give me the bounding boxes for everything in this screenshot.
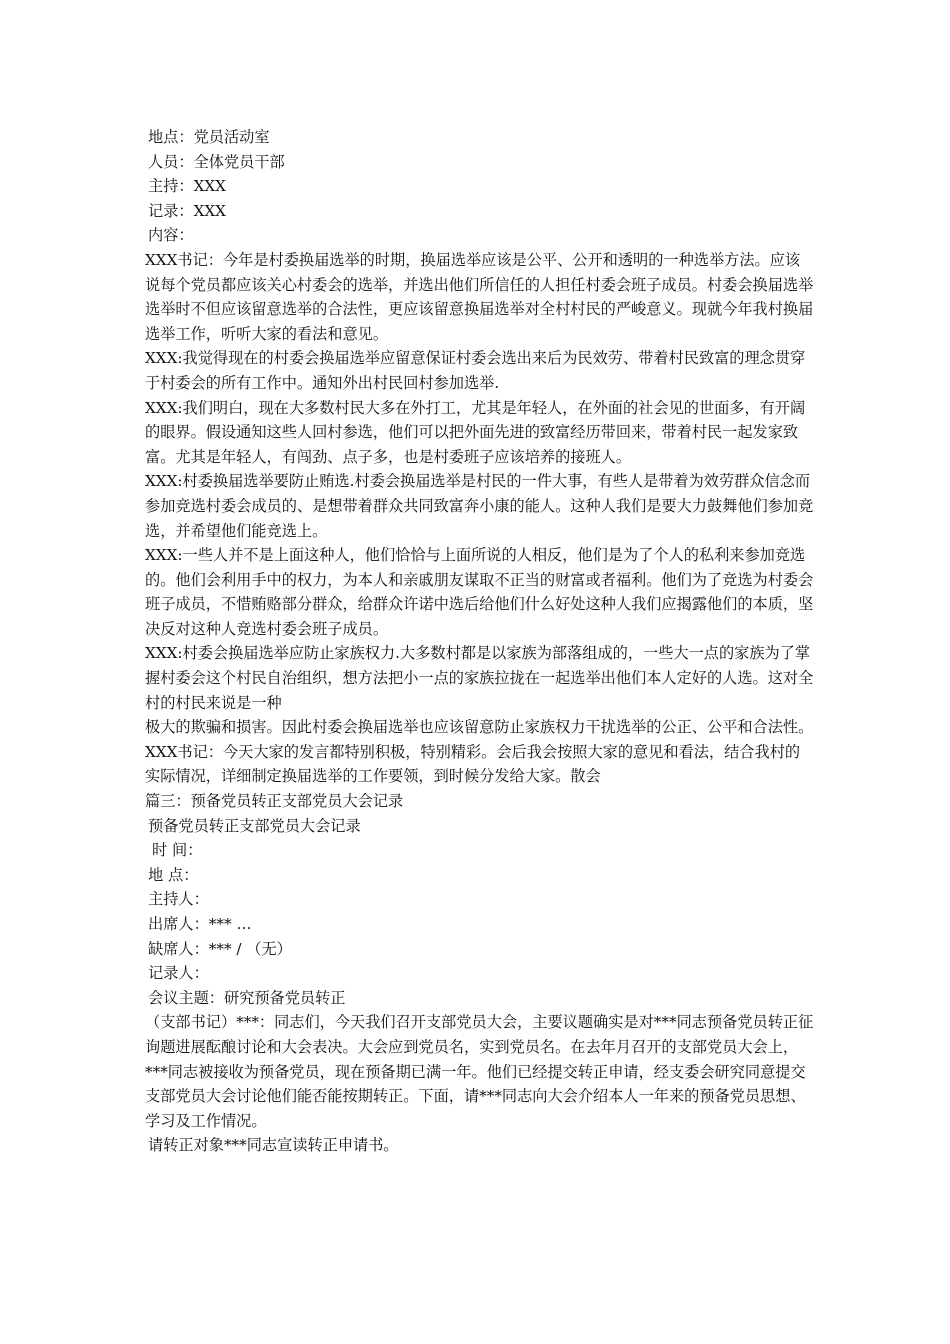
- paragraph-branch-secretary: （支部书记）***：同志们，今天我们召开支部党员大会，主要议题确实是对***同志预备党员转正征询题进展酝酿讨论和大会表决。大会应到党员名，实到党员名。在去年月召开的支部党员大会上，***同志被接收为预备党员，现在预备期已满一年。他们已经提交转正申请，经支委会研究同意提交支部党员大会讨论他们能否能按期转正。下面，请***同志向大会介绍本人一年来的预备党员思想、学习及工作情况。: [145, 1013, 814, 1130]
- paragraph-secretary-opening: XXX书记：今年是村委换届选举的时期，换届选举应该是公平、公开和透明的一种选举方法。应该说每个党员都应该关心村委会的选举，并选出他们所信任的人担任村委会班子成员。村委会换届选举选举时不但应该留意选举的合法性，更应该留意换届选举对全村村民的严峻意义。现就今年我村换届选举工作，听听大家的看法和意见。: [145, 250, 814, 343]
- field-absentees: 缺席人：*** / （无）: [148, 939, 292, 958]
- field-time: 时 间：: [152, 841, 203, 860]
- paragraph-speaker-2: XXX:我觉得现在的村委会换届选举应留意保证村委会选出来后为民效劳、带着村民致富的理念贯穿于村委会的所有工作中。通知外出村民回村参加选举.: [145, 349, 806, 392]
- paragraph-continuation: 极大的欺骗和损害。因此村委会换届选举也应该留意防止家族权力干扰选举的公正、公平和合法性。: [145, 718, 814, 737]
- section-title: 篇三：预备党员转正支部党员大会记录: [145, 792, 404, 811]
- paragraph-read-application: 请转正对象***同志宣读转正申请书。: [148, 1136, 399, 1155]
- paragraph-speaker-5: XXX:一些人并不是上面这种人，他们恰恰与上面所说的人相反，他们是为了个人的私利来参加竞选的。他们会利用手中的权力，为本人和亲戚朋友谋取不正当的财富或者福利。他们为了竞选为村委会班子成员，不惜贿赂部分群众，给群众许诺中选后给他们什么好处这种人我们应揭露他们的本质，坚决反对这种人竞选村委会班子成员。: [145, 546, 814, 638]
- paragraph-speaker-4: XXX:村委换届选举要防止贿选.村委会换届选举是村民的一件大事，有些人是带着为效劳群众信念而参加竞选村委会成员的、是想带着群众共同致富奔小康的能人。这种人我们是要大力鼓舞他们参加竞选，并希望他们能竞选上。: [145, 472, 814, 540]
- meeting-recorder: 记录：XXX: [148, 201, 226, 220]
- field-moderator: 主持人：: [148, 890, 209, 909]
- sub-title: 预备党员转正支部党员大会记录: [148, 816, 361, 835]
- document-page: [145, 125, 815, 1158]
- paragraph-secretary-closing: XXX书记：今天大家的发言都特别积极，特别精彩。会后我会按照大家的意见和看法，结合我村的实际情况，详细制定换届选举的工作要领，到时候分发给大家。散会: [145, 742, 801, 786]
- meeting-place: 地点：党员活动室: [148, 128, 270, 146]
- field-attendees: 出席人：*** …: [148, 915, 252, 933]
- paragraph-speaker-3: XXX:我们明白，现在大多数村民大多在外打工，尤其是年轻人，在外面的社会见的世面多，有开阔的眼界。假设通知这些人回村参选，他们可以把外面先进的致富经历带回来，带着村民一起发家致富。尤其是年轻人，有闯劲、点子多，也是村委班子应该培养的接班人。: [145, 398, 806, 466]
- paragraph-speaker-6: XXX:村委会换届选举应防止家族权力.大多数村都是以家族为部落组成的，一些大一点的家族为了掌握村委会这个村民自治组织，想方法把小一点的家族拉拢在一起选举出他们本人定好的人选。这对全村的村民来说是一种: [145, 644, 814, 712]
- field-location: 地 点：: [148, 865, 199, 884]
- meeting-host: 主持：XXX: [148, 177, 226, 196]
- content-label: 内容：: [148, 226, 194, 245]
- field-theme: 会议主题：研究预备党员转正: [148, 988, 346, 1007]
- meeting-people: 人员：全体党员干部: [148, 152, 285, 171]
- field-note-taker: 记录人：: [148, 964, 209, 983]
